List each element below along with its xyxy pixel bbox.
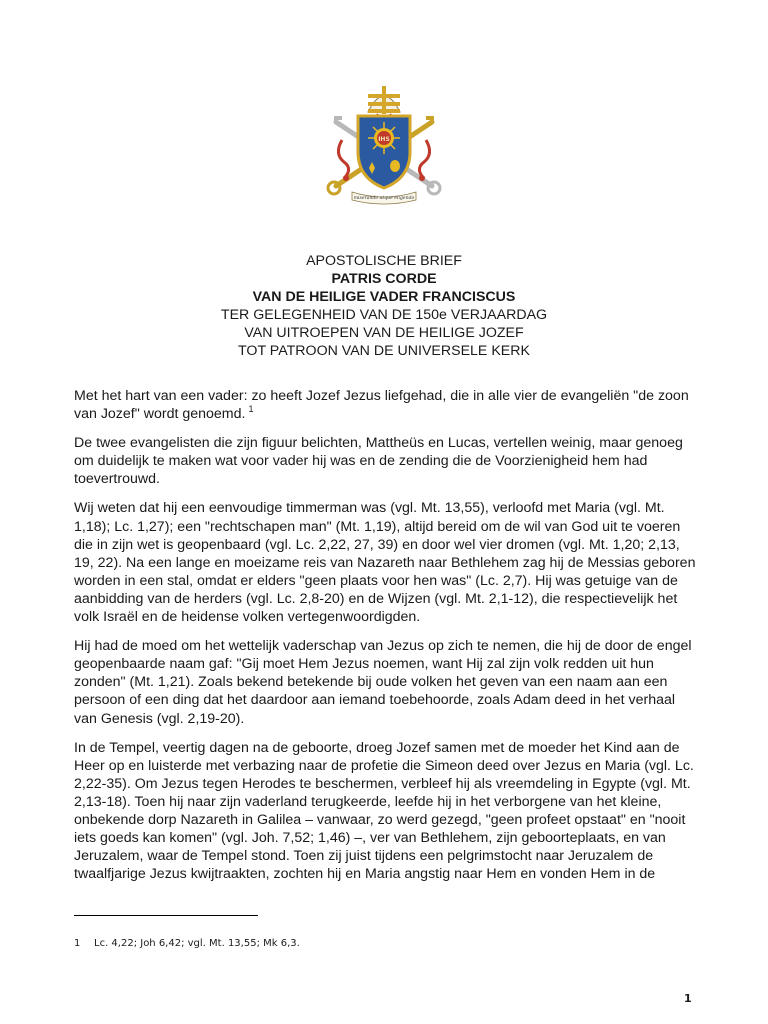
heading-occasion-end: TOT PATROON VAN DE UNIVERSELE KERK xyxy=(238,343,530,359)
footnote-number: 1 xyxy=(74,938,81,949)
paragraph-line: 2,13-18). Toen hij naar zijn vaderland terugkeerde, leefde hij in het verborgene van het kleine, xyxy=(74,793,662,810)
paragraph-line: onbekende dorp Nazareth in Galilea – vanwaar, zo werd gezegd, "geen profeet opstaat" en "nooit xyxy=(74,811,686,828)
paragraph-line: iets goeds kan komen" (vgl. Joh. 7,52; 1,46) –, ver van Bethlehem, zijn geboorteplaats, en van xyxy=(74,830,666,847)
paragraph-line: aanbidding van de herders (vgl. Lc. 2,8-20) en de Wijzen (vgl. Mt. 2,1-12), die respectievelijk het xyxy=(74,590,678,607)
paragraph-line: worden in een stal, omdat er elders "geen plaats voor hen was" (Lc. 2,7). Hij was getuige van de xyxy=(74,572,678,589)
paragraph-line: om duidelijk te maken wat voor vader hij was en de zending die de Voorzienigheid hem had xyxy=(74,453,648,470)
nard-flower-icon xyxy=(390,160,400,172)
paragraph-line: van Genesis (vgl. 2,19-20). xyxy=(74,710,245,727)
papal-coat-of-arms xyxy=(322,82,446,206)
paragraph-line: De twee evangelisten die zijn figuur belichten, Mattheüs en Lucas, vertellen weinig, maar genoeg xyxy=(74,435,683,452)
paragraph-4 xyxy=(74,637,698,727)
heading-title: PATRIS CORDE xyxy=(331,271,437,287)
paragraph-line: 1,18); Lc. 1,27); een "rechtschapen man" (Mt. 1,19), altijd bereid om de wil van God uit te voeren xyxy=(74,518,681,535)
paragraph-line: toevertrouwd. xyxy=(74,471,160,488)
motto-scroll xyxy=(352,192,416,204)
page-number: 1 xyxy=(684,992,692,1005)
footnote-divider xyxy=(74,915,258,916)
paragraph-line: geopenbaarde naam gaf: "Gij moet Hem Jezus noemen, want Hij zal zijn volk redden uit hun xyxy=(74,656,654,673)
paragraph-line: Met het hart van een vader: zo heeft Jozef Jezus liefgehad, die in alle vier de evangeliën "de zoon xyxy=(74,388,689,404)
footnote-text: Lc. 4,22; Joh 6,42; vgl. Mt. 13,55; Mk 6,3. xyxy=(94,938,300,949)
paragraph-1 xyxy=(74,387,698,423)
paragraph-line: Jeruzalem, waar de Tempel stond. Toen zij juist tijdens een pelgrimstocht naar Jeruzalem de xyxy=(74,848,654,865)
paragraph-line: 2,22-35). Om Jezus tegen Herodes te beschermen, verbleef hij als vreemdeling in Egypte (vgl. Mt. xyxy=(74,775,691,792)
footnote xyxy=(74,937,300,951)
paragraph-2 xyxy=(74,434,698,488)
heading-occasion-cont: VAN UITROEPEN VAN DE HEILIGE JOZEF xyxy=(244,325,524,341)
motto-text: miserando atque eligendo xyxy=(353,196,415,201)
heading-occasion: TER GELEGENHEID VAN DE 150e VERJAARDAG xyxy=(220,307,548,323)
paragraph-line: Wij weten dat hij een eenvoudige timmerman was (vgl. Mt. 13,55), verloofd met Maria (vgl. Mt. xyxy=(74,500,665,517)
ihs-monogram: IHS xyxy=(378,136,390,143)
heading-author: VAN DE HEILIGE VADER FRANCISCUS xyxy=(252,289,516,305)
paragraph-line: twaalfjarige Jezus kwijtraakten, zochten hij en Maria angstig naar Hem en vonden Hem in de xyxy=(74,866,656,883)
letter-heading xyxy=(0,252,768,360)
paragraph-line: zonden" (Mt. 1,21). Zoals bekend betekende bij oude volken het geven van een naam aan een xyxy=(74,674,668,691)
paragraph-line: Heer op en luisterde met verbazing naar de profetie die Simeon deed over Jezus en Maria (vgl. Lc. xyxy=(74,757,694,774)
paragraph-line: volk Israël en de heidense volken vertegenwoordigden. xyxy=(74,609,421,626)
paragraph-line: persoon of een ding dat het daardoor aan iemand toebehoorde, zoals Adam deed in het verhaal xyxy=(74,692,676,709)
paragraph-line: Hij had de moed om het wettelijk vaderschap van Jezus op zich te nemen, die hij de door de engel xyxy=(74,638,692,655)
shield-icon xyxy=(358,116,410,188)
paragraph-line: 19, 22). Na een lange en moeizame reis van Nazareth naar Bethlehem zag hij de Messias geboren xyxy=(74,554,696,571)
paragraph-5 xyxy=(74,739,698,884)
paragraph-3 xyxy=(74,499,698,626)
letter-body xyxy=(74,387,698,894)
paragraph-line: die in zijn wet is geopenbaard (vgl. Lc. 2,22, 27, 39) en door wel vier dromen (vgl. Mt. 1,20; 2,13, xyxy=(74,536,680,553)
paragraph-line: In de Tempel, veertig dagen na de geboorte, droeg Jozef samen met de moeder het Kind aan de xyxy=(74,739,680,756)
paragraph-line: van Jozef" wordt genoemd. $^1$ xyxy=(74,404,254,423)
footnote-reference[interactable]: 1 xyxy=(248,404,254,415)
heading-document-type: APOSTOLISCHE BRIEF xyxy=(306,253,462,269)
